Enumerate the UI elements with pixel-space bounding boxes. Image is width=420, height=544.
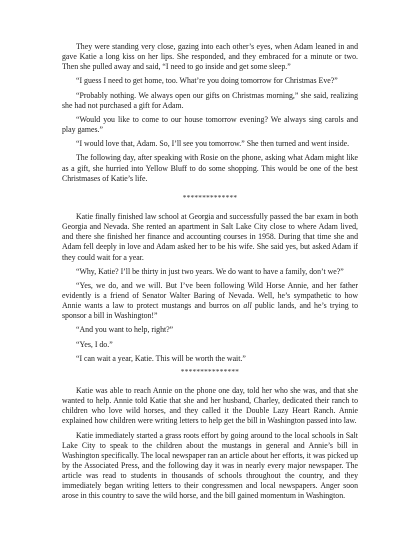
paragraph: “And you want to help, right?” (76, 325, 174, 335)
paragraph: “I can wait a year, Katie. This will be worth the wait.” (76, 353, 246, 363)
emphasis-text: all (243, 301, 252, 311)
paragraph: “I guess I need to get home, too. What’re you doing tomorrow for Christmas Eve?” (76, 76, 338, 86)
paragraph: “Would you like to come to our house tomorrow evening? We always sing carols and play games.” (62, 114, 358, 135)
paragraph: Katie finally finished law school at Georgia and successfully passed the bar exam in both Georgia and Nevada. She rented an apartment in Salt Lake City close to where Adam lived, and there she finished her finance and accounting courses in 1958. During that time she and Adam fell deeply in love and Adam asked her to be his wife. She said yes, but asked Adam if they could wait for a year. (62, 211, 358, 262)
paragraph: They were standing very close, gazing into each other’s eyes, when Adam leaned in and gave Katie a long kiss on her lips. She responded, and they embraced for a minute or two. Then she pulled away and said, “I need to go inside and get some sleep.” (62, 42, 358, 72)
paragraph-text: “Yes, we do, and we will. But I’ve been following Wild Horse Annie, and her father evidently is a friend of Senator Walter Baring of Nevada. Well, he’s sympathetic to how Annie wants a law to protect mustangs and burros on (62, 280, 358, 311)
section-divider: *************** (180, 367, 240, 376)
paragraph: “I would love that, Adam. So, I’ll see you tomorrow.” She then turned and went inside. (76, 139, 350, 149)
paragraph: The following day, after speaking with Rosie on the phone, asking what Adam might like as a gift, she hurried into Yellow Bluff to do some shopping. This would be one of the best Christmases of Katie’s life. (62, 153, 358, 183)
section-divider: ************** (182, 193, 238, 202)
paragraph: “Yes, I do.” (76, 339, 113, 349)
paragraph: “Probably nothing. We always open our gifts on Christmas morning,” she said, realizing she had not purchased a gift for Adam. (62, 90, 358, 110)
paragraph: Katie was able to reach Annie on the phone one day, told her who she was, and that she wanted to help. Annie told Katie that she and her husband, Charley, dedicated their ranch to children who love wild horses, and they called it the Double Lazy Heart Ranch. Annie explained how children were writing letters to help get the bill in Washington passed into law. (62, 385, 358, 426)
paragraph: “Why, Katie? I’ll be thirty in just two years. We do want to have a family, don’t we?” (76, 266, 344, 276)
paragraph: Katie immediately started a grass roots effort by going around to the local schools in Salt Lake City to speak to the children about the mustangs in general and Annie’s bill in Washington specifically. The local newspaper ran an article about her efforts, it was picked up by the Associated Press, and the following day it was in nearly every major newspaper. The article was read to students in thousands of schools throughout the country, and they immediately began writing letters to their congressmen and local newspapers. Anger soon arose in this country to save the wild horse, and the bill gained momentum in Washington. (62, 430, 358, 501)
paragraph (62, 281, 358, 322)
paragraph-text: public lands, and he’s trying to sponsor a bill in Washington!” (62, 301, 359, 321)
